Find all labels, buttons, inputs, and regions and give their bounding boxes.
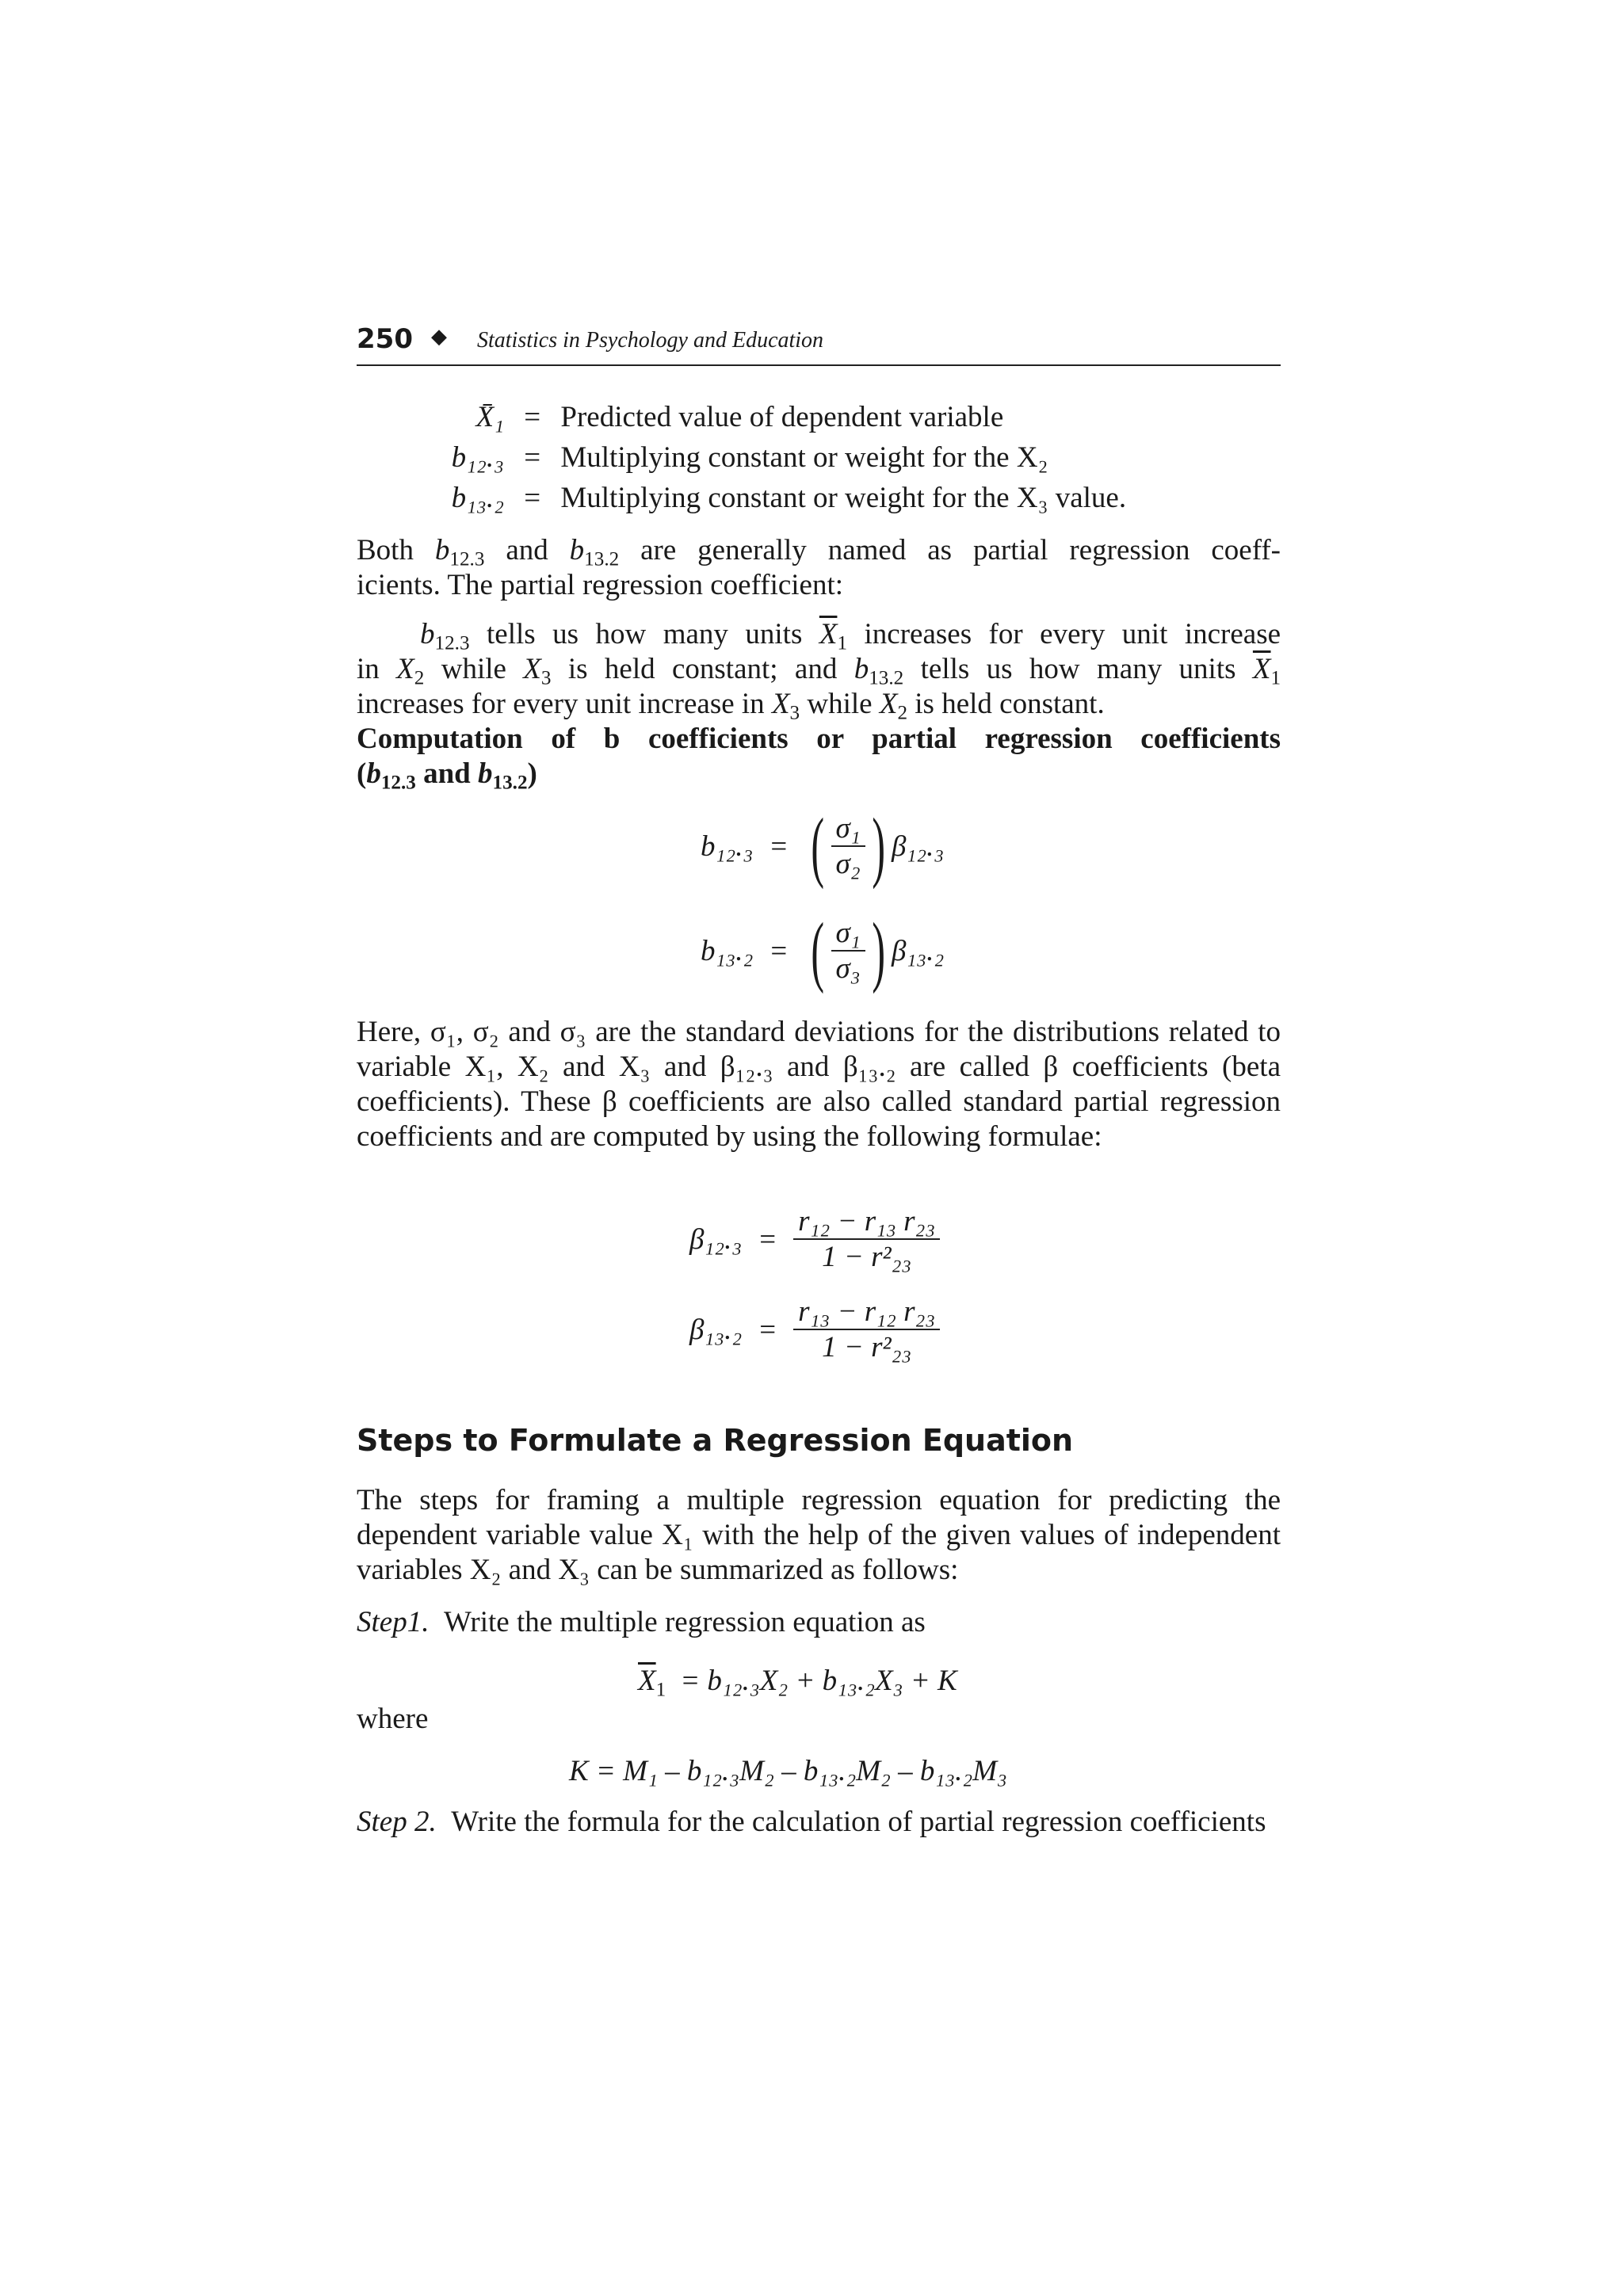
formula-b132: b₁₃.₂ = ( $\frac{\text{σ₁}}{\text{σ₃}}$ ) β₁₃.₂ <box>701 906 945 994</box>
paragraph-line: in $X_2$ while $X_3$ is held constant; and $b_{13.2}$ tells us how many units $\overline{X}_1$ <box>357 653 1281 689</box>
computation-heading: Computation of b coefficients or partial regression coefficients <box>357 723 1281 755</box>
paragraph-line: increases for every unit increase in $X_3$ while $X_2$ is held constant. <box>357 688 1105 724</box>
k-equation: K = M₁ – b₁₂.₃M₂ – b₁₃.₂M₂ – b₁₃.₂M₃ <box>569 1755 1007 1787</box>
diamond-icon: ◆ <box>431 325 447 348</box>
paragraph: $b_{12.3}$ tells us how many units $\overline{X}_1$ increases for every unit increase <box>420 618 1281 654</box>
where-label: where <box>357 1703 429 1735</box>
definition-row: b₁₂.₃ = Multiplying constant or weight for the X₂ <box>425 441 1048 475</box>
paragraph: Here, σ₁, σ₂ and σ₃ are the standard deviations for the distributions related to variable X₁, X₂ and X₃ and β₁₂.₃ and β₁₃.₂ are called β coefficients (beta coefficients). These β coefficients are also called standard partial regression coefficients and are computed by using the following formulae: <box>357 1016 1281 1153</box>
definition-text: Predicted value of dependent variable <box>560 401 1004 433</box>
definition-symbol: b₁₂.₃ <box>451 441 504 474</box>
section-heading: Steps to Formulate a Regression Equation <box>357 1423 1074 1458</box>
definition-row: b₁₃.₂ = Multiplying constant or weight for the X₃ value. <box>425 481 1126 516</box>
book-title: Statistics in Psychology and Education <box>477 328 824 353</box>
running-header <box>357 320 1281 366</box>
regression-equation: $\overline{X}_1$ = b₁₂.₃X₂ + b₁₃.₂X₃ + K <box>638 1665 957 1701</box>
definition-symbol: b₁₃.₂ <box>451 482 504 514</box>
definition-text: Multiplying constant or weight for the X₂ <box>560 441 1048 474</box>
page-number: 250 <box>357 323 413 355</box>
paragraph-line: icients. The partial regression coefficient: <box>357 569 844 601</box>
formula-b123: b₁₂.₃ = ( $\frac{\text{σ₁}}{\text{σ₂}}$ ) β₁₂.₃ <box>701 802 945 890</box>
paragraph: Both $b_{12.3}$ and $b_{13.2}$ are generally named as partial regression coeff- <box>357 534 1281 570</box>
formula-beta132: β₁₃.₂ = $\frac{\text{r₁₃ − r₁₂ r₂₃}}{\text{1 − r²₂₃}}$ <box>689 1295 940 1364</box>
paragraph: The steps for framing a multiple regression equation for predicting the dependent variable value X₁ with the help of the given values of independent variables X₂ and X₃ can be summarized as follows: <box>357 1484 1281 1586</box>
definition-symbol: X̄₁ <box>475 401 504 433</box>
step-1: Step1. Write the multiple regression equation as <box>357 1606 926 1638</box>
computation-heading-line2: ($b_{12.3}$ and $b_{13.2}$) <box>357 757 537 794</box>
definition-text: Multiplying constant or weight for the X₃ value. <box>560 482 1127 514</box>
formula-beta123: β₁₂.₃ = $\frac{\text{r₁₂ − r₁₃ r₂₃}}{\text{1 − r²₂₃}}$ <box>689 1204 940 1274</box>
step-2: Step 2. Write the formula for the calculation of partial regression coefficients <box>357 1806 1266 1838</box>
definition-row: X̄₁ = Predicted value of dependent variable <box>449 400 1003 435</box>
